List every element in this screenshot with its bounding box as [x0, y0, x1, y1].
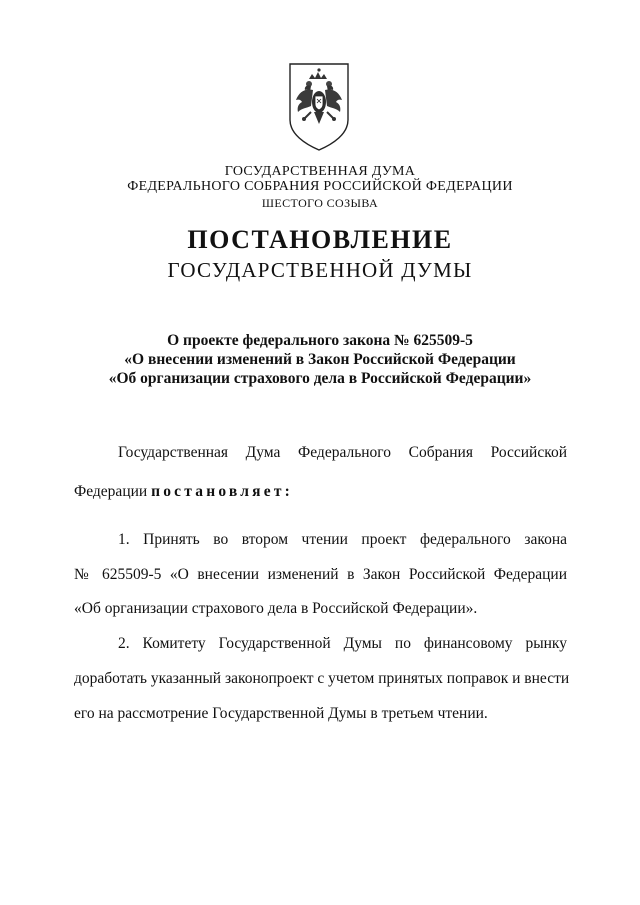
item-1-line-1: 1. Принять во втором чтении проект федерального закона	[118, 531, 567, 548]
document-title-line-3: «Об организации страхового дела в Российской Федерации»	[108, 370, 532, 387]
preamble-line-1: Государственная Дума Федерального Собрания Российской	[118, 444, 567, 461]
header-federal-assembly: ФЕДЕРАЛЬНОГО СОБРАНИЯ РОССИЙСКОЙ ФЕДЕРАЦИИ	[127, 179, 513, 194]
header-duma: ГОСУДАРСТВЕННАЯ ДУМА	[224, 164, 416, 179]
document-type: ПОСТАНОВЛЕНИЕ	[187, 225, 453, 254]
item-2-line-3: его на рассмотрение Государственной Думы в третьем чтении.	[74, 705, 488, 722]
item-1-line-2: № 625509-5 «О внесении изменений в Закон Российской Федерации	[74, 566, 567, 583]
item-1-line-3: «Об организации страхового дела в Российской Федерации».	[74, 600, 478, 617]
preamble-text: Федерации	[74, 483, 152, 500]
document-issuer: ГОСУДАРСТВЕННОЙ ДУМЫ	[167, 258, 473, 282]
preamble-line-2	[74, 483, 567, 501]
item-2-line-1: 2. Комитету Государственной Думы по финансовому рынку	[118, 635, 567, 652]
preamble-resolves: постановляет:	[151, 483, 293, 500]
header-convocation: ШЕСТОГО СОЗЫВА	[261, 196, 379, 210]
state-emblem-icon	[287, 62, 351, 152]
document-title-line-2: «О внесении изменений в Закон Российской Федерации	[124, 351, 516, 368]
item-2-line-2: доработать указанный законопроект с учетом принятых поправок и внести	[74, 670, 570, 687]
document-title-line-1: О проекте федерального закона № 625509-5	[167, 332, 473, 349]
